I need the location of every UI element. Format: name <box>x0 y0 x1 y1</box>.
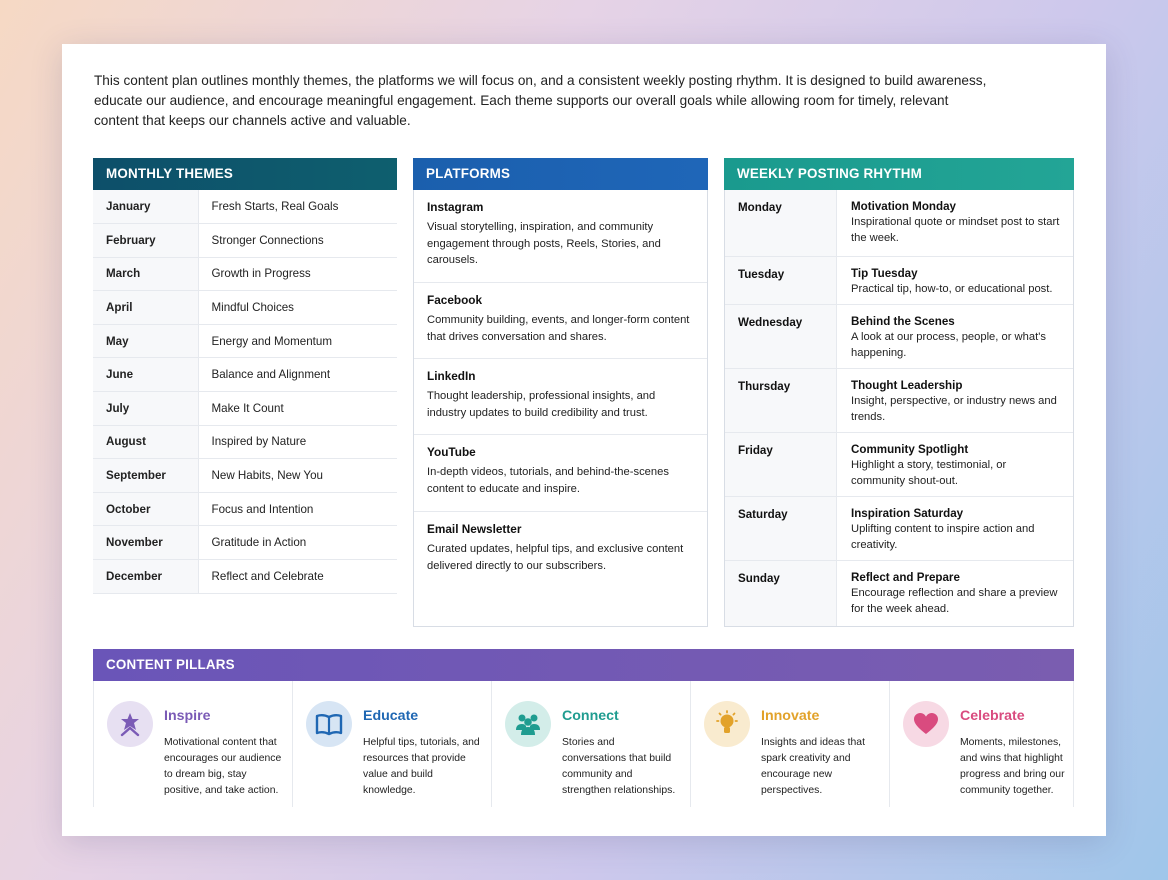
monthly-themes-table <box>93 190 397 594</box>
weekly-post-title: Reflect and Prepare <box>851 571 960 584</box>
theme-name: Make It Count <box>198 392 397 426</box>
pillar-title: Educate <box>363 708 419 724</box>
theme-row <box>93 526 397 560</box>
weekly-post-title: Behind the Scenes <box>851 315 955 328</box>
pillar-connect <box>492 681 691 807</box>
weekly-row <box>725 305 1073 369</box>
weekly-post-title: Inspiration Saturday <box>851 507 964 520</box>
monthly-themes-panel <box>93 158 397 594</box>
theme-row <box>93 324 397 358</box>
platform-name: LinkedIn <box>427 369 476 383</box>
pillar-body <box>562 701 680 807</box>
weekly-post-title: Motivation Monday <box>851 200 956 213</box>
platform-item <box>414 435 707 512</box>
platform-name: Email Newsletter <box>427 522 522 536</box>
theme-row <box>93 492 397 526</box>
weekly-content <box>837 497 1073 560</box>
weekly-post-title: Community Spotlight <box>851 443 969 456</box>
pillar-body <box>363 701 481 807</box>
pillar-description: Helpful tips, tutorials, and resources that provide value and build knowledge. <box>363 737 480 796</box>
weekly-rhythm-panel <box>724 158 1074 627</box>
intro-paragraph: This content plan outlines monthly themes, the platforms we will focus on, and a consistent weekly posting rhythm. It is designed to build awareness, educate our audience, and encourage meaningful engagement. Each theme supports our overall goals while allowing room for timely, relevant content that keeps our channels active and valuable. <box>94 73 987 128</box>
theme-name: Mindful Choices <box>198 291 397 325</box>
weekly-row <box>725 497 1073 561</box>
theme-name: Gratitude in Action <box>198 526 397 560</box>
pillar-title: Celebrate <box>960 708 1025 724</box>
platform-name: Facebook <box>427 293 483 307</box>
weekly-content <box>837 257 1073 304</box>
theme-month: December <box>93 560 198 594</box>
pillar-educate <box>293 681 492 807</box>
platform-description: Community building, events, and longer-form content that drives conversation and shares. <box>427 314 690 343</box>
pillar-title: Connect <box>562 708 619 724</box>
theme-month: September <box>93 459 198 493</box>
theme-month: May <box>93 324 198 358</box>
weekly-rhythm-header: WEEKLY POSTING RHYTHM <box>724 158 1074 190</box>
pillar-body <box>960 701 1078 807</box>
theme-name: New Habits, New You <box>198 459 397 493</box>
weekly-post-title: Thought Leadership <box>851 379 963 392</box>
weekly-day: Sunday <box>725 561 837 626</box>
platforms-header: PLATFORMS <box>413 158 708 190</box>
theme-row <box>93 257 397 291</box>
weekly-day: Monday <box>725 190 837 256</box>
lightbulb-icon <box>704 701 750 747</box>
weekly-post-description: Highlight a story, testimonial, or community shout-out. <box>851 459 1007 488</box>
pillar-body <box>164 701 282 807</box>
platform-item <box>414 283 707 359</box>
theme-row <box>93 560 397 594</box>
theme-month: November <box>93 526 198 560</box>
theme-row <box>93 291 397 325</box>
theme-month: July <box>93 392 198 426</box>
weekly-row <box>725 369 1073 433</box>
content-pillars-panel <box>93 649 1074 807</box>
theme-row <box>93 224 397 258</box>
platform-description: In-depth videos, tutorials, and behind-the-scenes content to educate and inspire. <box>427 466 669 495</box>
theme-name: Stronger Connections <box>198 224 397 258</box>
theme-name: Energy and Momentum <box>198 324 397 358</box>
theme-row <box>93 425 397 459</box>
platform-item <box>414 190 707 283</box>
theme-month: February <box>93 224 198 258</box>
pillar-celebrate <box>890 681 1088 807</box>
weekly-content <box>837 190 1073 256</box>
theme-name: Growth in Progress <box>198 257 397 291</box>
weekly-content <box>837 561 1073 626</box>
pillar-description: Motivational content that encourages our audience to dream big, stay positive, and take action. <box>164 737 282 796</box>
theme-month: March <box>93 257 198 291</box>
weekly-post-description: Insight, perspective, or industry news and trends. <box>851 395 1057 424</box>
pillar-description: Insights and ideas that spark creativity and encourage new perspectives. <box>761 737 865 796</box>
platform-name: YouTube <box>427 445 476 459</box>
weekly-day: Tuesday <box>725 257 837 304</box>
theme-month: October <box>93 492 198 526</box>
pillar-body <box>761 701 879 807</box>
platform-item <box>414 512 707 627</box>
weekly-day: Friday <box>725 433 837 496</box>
weekly-post-description: Encourage reflection and share a preview for the week ahead. <box>851 587 1058 616</box>
book-icon <box>306 701 352 747</box>
theme-month: January <box>93 190 198 224</box>
platform-description: Visual storytelling, inspiration, and community engagement through posts, Reels, Stories, and carousels. <box>427 221 661 267</box>
heart-icon <box>903 701 949 747</box>
pillar-innovate <box>691 681 890 807</box>
weekly-post-description: Uplifting content to inspire action and creativity. <box>851 523 1035 552</box>
weekly-day: Wednesday <box>725 305 837 368</box>
theme-name: Focus and Intention <box>198 492 397 526</box>
weekly-day: Saturday <box>725 497 837 560</box>
theme-month: June <box>93 358 198 392</box>
weekly-content <box>837 305 1073 368</box>
weekly-row <box>725 257 1073 305</box>
platform-description: Curated updates, helpful tips, and exclusive content delivered directly to our subscribers. <box>427 543 684 572</box>
weekly-row <box>725 561 1073 626</box>
content-plan-card <box>62 44 1106 836</box>
theme-name: Reflect and Celebrate <box>198 560 397 594</box>
platform-name: Instagram <box>427 200 484 214</box>
weekly-content <box>837 433 1073 496</box>
weekly-post-description: Inspirational quote or mindset post to start the week. <box>851 216 1060 245</box>
theme-name: Inspired by Nature <box>198 425 397 459</box>
platforms-panel <box>413 158 708 627</box>
people-icon <box>505 701 551 747</box>
star-person-icon <box>107 701 153 747</box>
pillar-title: Innovate <box>761 708 820 724</box>
monthly-themes-header: MONTHLY THEMES <box>93 158 397 190</box>
weekly-post-description: A look at our process, people, or what's happening. <box>851 331 1046 360</box>
platform-description: Thought leadership, professional insights, and industry updates to build credibility and trust. <box>427 390 656 419</box>
weekly-post-title: Tip Tuesday <box>851 267 918 280</box>
theme-month: April <box>93 291 198 325</box>
content-pillars-header: CONTENT PILLARS <box>93 649 1074 681</box>
theme-month: August <box>93 425 198 459</box>
theme-name: Balance and Alignment <box>198 358 397 392</box>
pillar-description: Stories and conversations that build community and strengthen relationships. <box>562 737 676 796</box>
theme-row <box>93 358 397 392</box>
pillar-description: Moments, milestones, and wins that highlight progress and bring our community together. <box>960 737 1065 796</box>
platform-item <box>414 359 707 435</box>
weekly-row <box>725 433 1073 497</box>
weekly-day: Thursday <box>725 369 837 432</box>
theme-row <box>93 392 397 426</box>
weekly-row <box>725 190 1073 257</box>
theme-name: Fresh Starts, Real Goals <box>198 190 397 224</box>
weekly-content <box>837 369 1073 432</box>
pillar-inspire <box>94 681 293 807</box>
weekly-post-description: Practical tip, how-to, or educational post. <box>851 283 1053 295</box>
theme-row <box>93 459 397 493</box>
pillar-title: Inspire <box>164 708 211 724</box>
theme-row <box>93 190 397 224</box>
